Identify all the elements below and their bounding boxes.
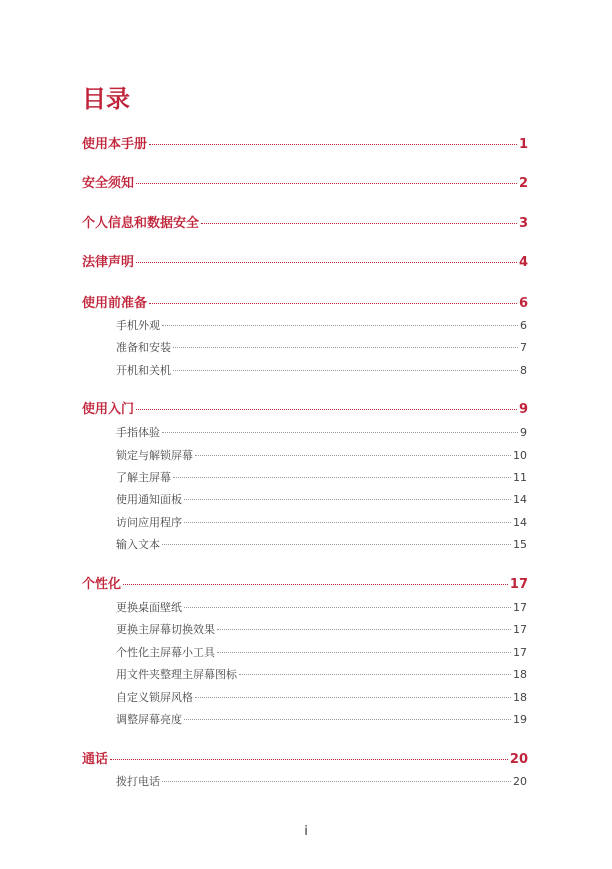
dot-leader xyxy=(201,223,517,224)
dot-leader xyxy=(195,455,511,456)
toc-chapter-entry[interactable] xyxy=(82,176,528,192)
toc-entry-page: 18 xyxy=(513,691,527,704)
toc-entry-page: 9 xyxy=(518,402,528,417)
toc-chapter-entry[interactable] xyxy=(82,296,528,312)
toc-chapter-entry[interactable] xyxy=(82,216,528,232)
toc-section-entry[interactable] xyxy=(116,691,527,705)
dot-leader xyxy=(136,183,517,184)
dot-leader xyxy=(239,674,511,675)
toc-entry-label: 个性化 xyxy=(82,577,122,592)
toc-section-entry[interactable] xyxy=(116,623,527,637)
dot-leader xyxy=(162,781,511,782)
toc-chapter-entry[interactable] xyxy=(82,752,528,768)
toc-entry-page: 9 xyxy=(520,426,527,439)
toc-section-entry[interactable] xyxy=(116,471,527,485)
dot-leader xyxy=(173,347,518,348)
toc-section-entry[interactable] xyxy=(116,341,527,355)
toc-entry-page: 14 xyxy=(513,516,527,529)
toc-entry-page: 4 xyxy=(518,255,528,270)
toc-section-entry[interactable] xyxy=(116,493,527,507)
toc-entry-label: 手指体验 xyxy=(116,426,160,439)
toc-entry-label: 访问应用程序 xyxy=(116,516,182,529)
dot-leader xyxy=(149,144,517,145)
toc-section-entry[interactable] xyxy=(116,449,527,463)
toc-entry-label: 调整屏幕亮度 xyxy=(116,713,182,726)
toc-chapter-entry[interactable] xyxy=(82,255,528,271)
dot-leader xyxy=(184,719,511,720)
dot-leader xyxy=(195,697,511,698)
toc-entry-page: 11 xyxy=(513,471,527,484)
dot-leader xyxy=(149,303,517,304)
page-title: 目录 xyxy=(82,85,130,113)
toc-entry-page: 6 xyxy=(518,296,528,311)
toc-section-entry[interactable] xyxy=(116,516,527,530)
toc-section-entry[interactable] xyxy=(116,646,527,660)
dot-leader xyxy=(162,544,511,545)
toc-entry-page: 17 xyxy=(509,577,528,592)
toc-entry-label: 准备和安装 xyxy=(116,341,171,354)
toc-entry-label: 手机外观 xyxy=(116,319,160,332)
toc-section-entry[interactable] xyxy=(116,775,527,789)
toc-chapter-entry[interactable] xyxy=(82,137,528,153)
toc-section-entry[interactable] xyxy=(116,364,527,378)
toc-entry-label: 安全须知 xyxy=(82,176,135,191)
toc-section-entry[interactable] xyxy=(116,426,527,440)
toc-entry-page: 20 xyxy=(509,752,528,767)
dot-leader xyxy=(184,607,511,608)
toc-entry-page: 8 xyxy=(520,364,527,377)
toc-entry-page: 2 xyxy=(518,176,528,191)
toc-entry-label: 输入文本 xyxy=(116,538,160,551)
dot-leader xyxy=(136,262,517,263)
toc-entry-page: 6 xyxy=(520,319,527,332)
toc-section-entry[interactable] xyxy=(116,713,527,727)
dot-leader xyxy=(184,522,511,523)
toc-chapter-entry[interactable] xyxy=(82,402,528,418)
toc-entry-page: 3 xyxy=(518,216,528,231)
dot-leader xyxy=(217,652,511,653)
toc-entry-page: 20 xyxy=(513,775,527,788)
toc-section-entry[interactable] xyxy=(116,319,527,333)
toc-entry-label: 拨打电话 xyxy=(116,775,160,788)
toc-entry-label: 开机和关机 xyxy=(116,364,171,377)
toc-entry-label: 使用前准备 xyxy=(82,296,148,311)
toc-entry-page: 7 xyxy=(520,341,527,354)
toc-entry-page: 17 xyxy=(513,623,527,636)
dot-leader xyxy=(136,409,517,410)
page-number: i xyxy=(304,824,308,839)
toc-entry-label: 使用入门 xyxy=(82,402,135,417)
dot-leader xyxy=(173,477,511,478)
toc-entry-label: 用文件夹整理主屏幕图标 xyxy=(116,668,237,681)
toc-entry-label: 法律声明 xyxy=(82,255,135,270)
toc-entry-label: 使用本手册 xyxy=(82,137,148,152)
toc-entry-page: 10 xyxy=(513,449,527,462)
toc-section-entry[interactable] xyxy=(116,601,527,615)
toc-chapter-entry[interactable] xyxy=(82,577,528,593)
toc-section-entry[interactable] xyxy=(116,668,527,682)
toc-entry-label: 更换桌面壁纸 xyxy=(116,601,182,614)
toc-entry-label: 使用通知面板 xyxy=(116,493,182,506)
toc-entry-page: 14 xyxy=(513,493,527,506)
toc-entry-page: 1 xyxy=(518,137,528,152)
toc-entry-label: 自定义锁屏风格 xyxy=(116,691,193,704)
dot-leader xyxy=(162,325,518,326)
toc-section-entry[interactable] xyxy=(116,538,527,552)
toc-entry-page: 15 xyxy=(513,538,527,551)
toc-entry-label: 锁定与解锁屏幕 xyxy=(116,449,193,462)
toc-entry-label: 更换主屏幕切换效果 xyxy=(116,623,215,636)
toc-entry-page: 17 xyxy=(513,646,527,659)
dot-leader xyxy=(162,432,518,433)
toc-entry-label: 个人信息和数据安全 xyxy=(82,216,200,231)
dot-leader xyxy=(173,370,518,371)
dot-leader xyxy=(217,629,511,630)
toc-entry-label: 个性化主屏幕小工具 xyxy=(116,646,215,659)
dot-leader xyxy=(184,499,511,500)
toc-entry-page: 17 xyxy=(513,601,527,614)
toc-entry-label: 通话 xyxy=(82,752,109,767)
toc-entry-label: 了解主屏幕 xyxy=(116,471,171,484)
toc-entry-page: 19 xyxy=(513,713,527,726)
dot-leader xyxy=(110,759,508,760)
toc-entry-page: 18 xyxy=(513,668,527,681)
dot-leader xyxy=(123,584,508,585)
